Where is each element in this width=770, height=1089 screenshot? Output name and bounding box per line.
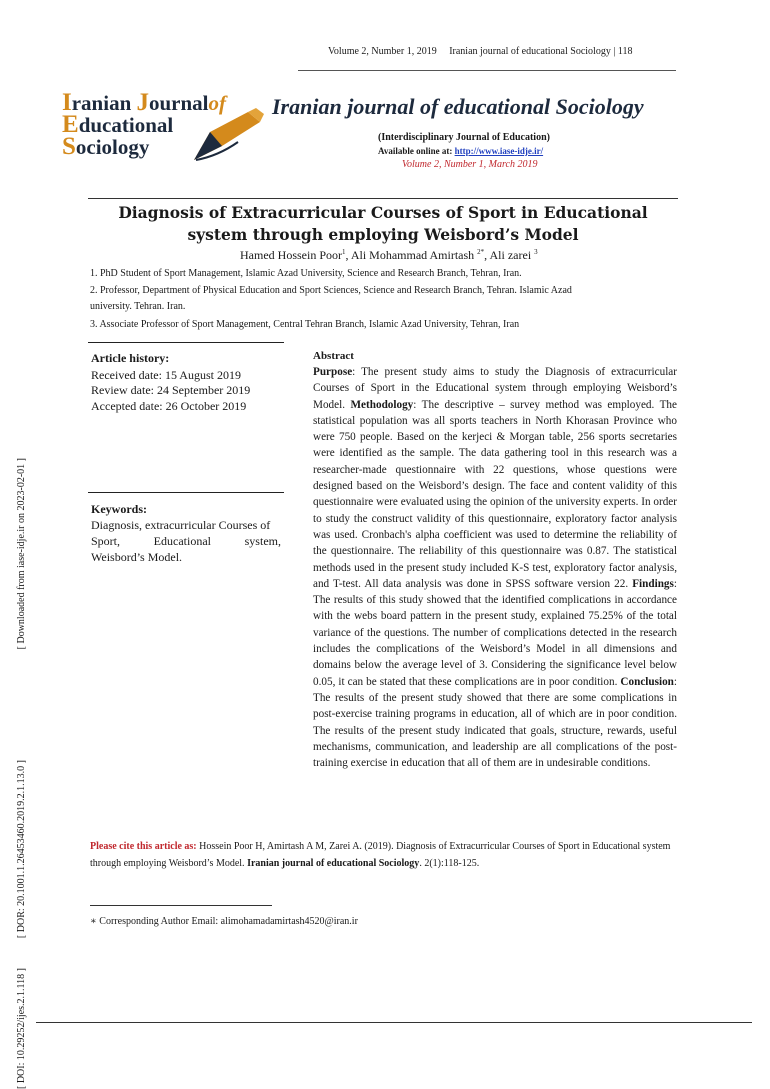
citation-label: Please cite this article as: [90,841,197,852]
affiliation-2: 2. Professor, Department of Physical Education and Sport Sciences, Science and Research Branch, Tehran. Islamic Azad [90,285,572,296]
author-name: Hamed Hossein Poor [240,248,342,262]
corresponding-author-footnote: ∗ Corresponding Author Email: alimohamadamirtash4520@iran.ir [90,916,358,927]
affiliation-1: 1. PhD Student of Sport Management, Islamic Azad University, Science and Research Branch, Tehran, Iran. [90,268,522,279]
journal-logo [62,89,272,164]
running-header [328,46,642,57]
title-rule [88,198,678,199]
accepted-date: Accepted date: 26 October 2019 [91,399,247,413]
affiliation-2-cont: university. Tehran. Iran. [90,301,186,312]
header-rule [298,70,676,71]
side-notes [0,0,32,1089]
article-title: Diagnosis of Extracurricular Courses of Sport in Educational system through employing Weisbord’s Model [118,203,648,244]
logo-line-1: Iranian Journalof [62,89,227,116]
affiliation-3: 3. Associate Professor of Sport Management, Central Tehran Branch, Islamic Azad University, Tehran, Iran [90,319,520,330]
footnote-rule [90,905,272,906]
keywords-line-2: Sport, Educational system, [91,534,281,548]
download-note: [ Downloaded from iase-idje.ir on 2023-02-01 ] [16,458,27,650]
pencil-logo-icon [188,106,268,162]
journal-title: Iranian journal of educational Sociology [272,94,644,119]
journal-subtitle: (Interdisciplinary Journal of Education) [378,132,550,143]
keywords-label: Keywords: [91,502,147,516]
keywords-top-rule [88,492,284,493]
review-date: Review date: 24 September 2019 [91,383,251,397]
conclusion-label: Conclusion [620,675,674,688]
received-date: Received date: 15 August 2019 [91,368,241,382]
keywords-line-1: Diagnosis, extracurricular Courses of [91,518,271,532]
logo-line-3: Sociology [62,133,150,160]
abstract-heading: Abstract [313,350,354,362]
running-journal-page: Iranian journal of educational Sociology | 118 [449,46,633,57]
author-list: Hamed Hossein Poor$^1$, Ali Mohammad Amirtash $^{2*}$, Ali zarei $^3$ [240,248,538,262]
citation-block: Please cite this article as: Hossein Poor H, Amirtash A M, Zarei A. (2019). Diagnosis of Extracurricular Courses of Sport in Educational system through employing Weisbord’s Model. Iranian journal of educational Sociology. 2(1):118-125. [90,841,671,869]
author-name: Ali zarei [489,248,532,262]
running-volume: Volume 2, Number 1, 2019 [328,46,437,57]
available-online: Available online at: http://www.iase-idje.ir/ [378,146,544,156]
dor-note: [ DOR: 20.1001.1.26453460.2019.2.1.13.0 ] [16,760,27,939]
history-top-rule [88,342,284,343]
findings-label: Findings [632,577,674,590]
history-label: Article history: [91,351,170,365]
abstract-body: Purpose: The present study aims to study the Diagnosis of extracurricular Courses of Sport in the Educational system through employing Weisbord’s Model. Methodology: The descriptive – survey method was employed. The statistical population was all sports teachers in North Khorasan Province who were 750 people. Based on the kerjeci & Morgan table, 256 sports secretaries were identified as the sample. The data gathering tool in this research was a researcher-made questionnaire with 22 questions, whose questions were designed based on the Weisbord’s design. The face and content validity of this questionnaire were evaluated using the opinion of the university experts. In order to study the construct validity of this questionnaire, exploratory factor analysis was used. Cronbach's alpha coefficient was used to determine the reliability of the questionnaire. The reliability of this questionnaire was 0.87. The statistical methods used in the present study included K-S test, exploratory factor analysis, and T-test. All data analysis was done in SPSS software version 22. Findings: The results of this study showed that the identified complications in accordance with the webs board pattern in the present study, explained 75.25% of the total variance of the questions. The number of complications detected in the research includes the complications of the Weisbord’s Model in all dimensions and domains below the average level of 3. Considering the significance level below 0.05, it can be stated that these complications are in poor condition. Conclusion: The results of the present study showed that there are some complications in post-exercise training programs in education, all of which are in poor condition. The results of the present study indicated that goals, structure, rewards, useful mechanisms, communication, and leadership are all complications of the post-training exercise in education that all of them are in undesirable conditions. [313,366,677,770]
doi-note: [ DOI: 10.29252/ijes.2.1.118 ] [16,968,27,1089]
volume-date: Volume 2, Number 1, March 2019 [402,159,538,170]
purpose-label: Purpose [313,366,353,378]
author-name: Ali Mohammad Amirtash [350,248,475,262]
keywords-line-3: Weisbord’s Model. [91,550,183,564]
methodology-label: Methodology [350,398,414,411]
journal-url-link[interactable]: http://www.iase-idje.ir/ [454,146,544,156]
article-info-box [88,342,284,564]
bottom-rule [36,1022,752,1023]
logo-line-2: Educational [62,111,174,138]
